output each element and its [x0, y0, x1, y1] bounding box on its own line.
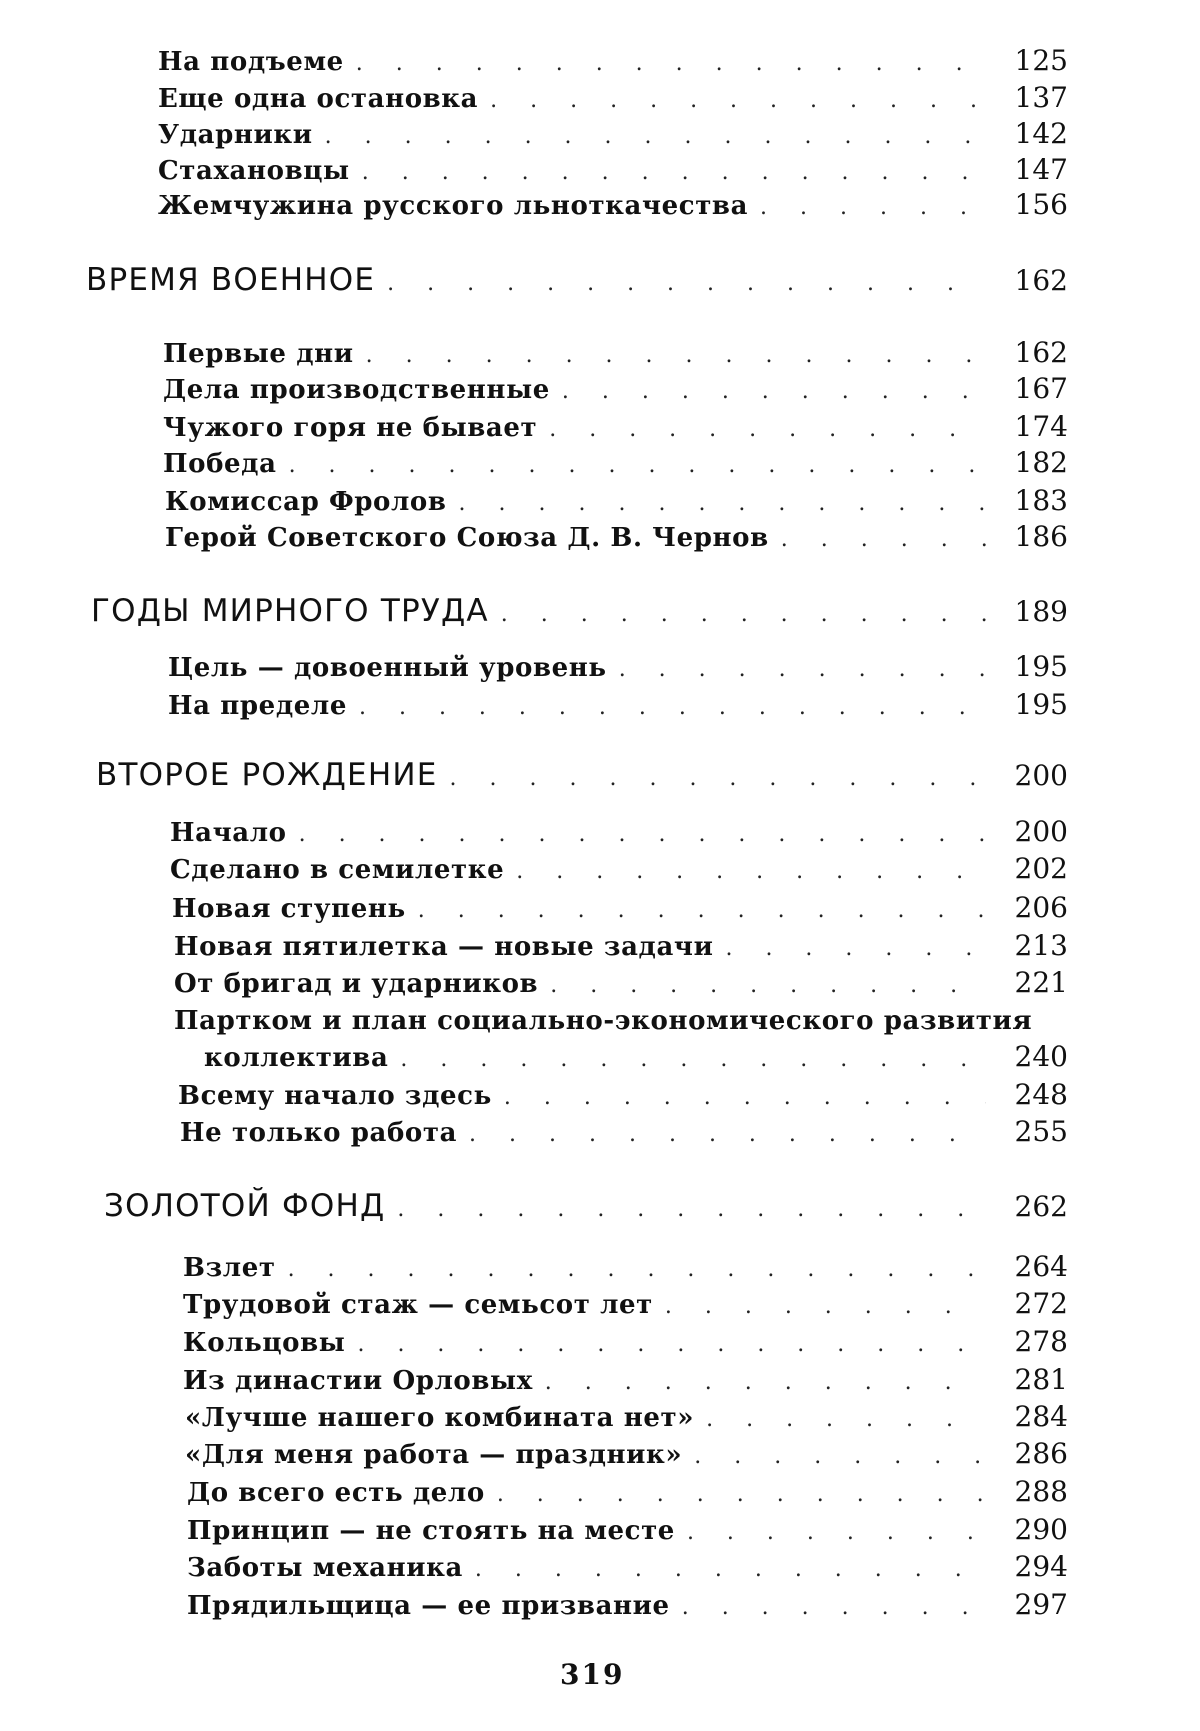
page-number: 319: [560, 1658, 625, 1691]
toc-entry: [174, 966, 1068, 1002]
leader-dots: [760, 195, 986, 220]
leader-dots: [459, 491, 986, 516]
toc-entry-title: Не только работа: [180, 1118, 458, 1148]
toc-entry-page: 162: [1014, 336, 1068, 369]
toc-entry: [183, 1363, 1068, 1399]
toc-entry: [158, 44, 1068, 80]
toc-entry-page: 281: [1014, 1363, 1068, 1396]
leader-dots: [289, 453, 986, 478]
toc-entry: [170, 815, 1068, 851]
toc-entry-page: 200: [1014, 815, 1068, 848]
toc-section-page: 189: [1014, 595, 1068, 628]
toc-entry-page: 137: [1014, 81, 1068, 114]
toc-entry-page: 174: [1014, 410, 1068, 443]
toc-entry-title: До всего есть дело: [187, 1478, 485, 1508]
leader-dots: [781, 527, 986, 552]
toc-entry: [163, 336, 1068, 372]
leader-dots: [516, 859, 986, 884]
leader-dots: [665, 1294, 986, 1319]
leader-dots: [288, 1257, 986, 1282]
toc-entry-page: 286: [1014, 1437, 1068, 1470]
toc-entry: [183, 1287, 1068, 1323]
toc-entry-title: Прядильщица — ее призвание: [187, 1591, 670, 1621]
toc-entry-title: Первые дни: [163, 339, 354, 369]
toc-entry: [187, 1513, 1068, 1549]
toc-entry-page: 156: [1014, 188, 1068, 221]
toc-entry-page: 221: [1014, 966, 1068, 999]
toc-entry-page: 195: [1014, 650, 1068, 683]
toc-entry-title: Стахановцы: [158, 156, 350, 186]
toc-entry-title: Всему начало здесь: [178, 1081, 492, 1111]
toc-entry-title: От бригад и ударников: [174, 969, 539, 999]
toc-entry-title: «Лучше нашего комбината нет»: [185, 1403, 695, 1433]
leader-dots: [356, 51, 986, 76]
toc-entry-page: 255: [1014, 1115, 1068, 1148]
toc-entry: [187, 1475, 1068, 1511]
toc-entry-title: Ударники: [158, 120, 313, 150]
leader-dots: [501, 602, 986, 627]
leader-dots: [619, 657, 986, 682]
toc-entry-title: Победа: [163, 449, 277, 479]
toc-entry-title: Начало: [170, 818, 287, 848]
leader-dots: [387, 271, 986, 296]
toc-entry-page: 167: [1014, 372, 1068, 405]
toc-entry-page: 147: [1014, 153, 1068, 186]
toc-section-heading: [91, 593, 1068, 629]
toc-entry: [187, 1588, 1068, 1624]
toc-section-title: ВРЕМЯ ВОЕННОЕ: [86, 262, 376, 298]
toc-section-title: ЗОЛОТОЙ ФОНД: [104, 1188, 386, 1224]
leader-dots: [694, 1444, 986, 1469]
toc-entry: [158, 188, 1068, 224]
toc-entry: [180, 1115, 1068, 1151]
toc-entry-title: На пределе: [168, 691, 347, 721]
toc-entry: [172, 891, 1068, 927]
toc-section-heading: [86, 262, 1068, 298]
leader-dots: [397, 1197, 986, 1222]
toc-entry-page: 278: [1014, 1325, 1068, 1358]
leader-dots: [400, 1047, 986, 1072]
leader-dots: [299, 822, 986, 847]
toc-section-page: 200: [1014, 759, 1068, 792]
toc-entry: [174, 929, 1068, 965]
leader-dots: [550, 973, 986, 998]
toc-section-title: ГОДЫ МИРНОГО ТРУДА: [91, 593, 489, 629]
toc-section-title: ВТОРОЕ РОЖДЕНИЕ: [96, 757, 438, 793]
toc-section-page: 162: [1014, 264, 1068, 297]
toc-entry-title: Дела производственные: [163, 375, 550, 405]
toc-entry-title: Кольцовы: [183, 1328, 346, 1358]
toc-entry-title: Трудовой стаж — семьсот лет: [183, 1290, 653, 1320]
toc-entry: [165, 520, 1068, 556]
toc-entry: [170, 852, 1068, 888]
toc-entry-page: 202: [1014, 852, 1068, 885]
leader-dots: [706, 1407, 986, 1432]
toc-entry-title: Новая ступень: [172, 894, 406, 924]
leader-dots: [504, 1085, 986, 1110]
toc-entry-title: Жемчужина русского льноткачества: [158, 191, 749, 221]
toc-entry-title: Еще одна остановка: [158, 84, 479, 114]
toc-entry-page: 142: [1014, 117, 1068, 150]
leader-dots: [562, 379, 986, 404]
toc-entry-title: Принцип — не стоять на месте: [187, 1516, 675, 1546]
toc-entry-title: коллектива: [204, 1043, 389, 1073]
toc-entry-title: Партком и план социально-экономического развития: [174, 1006, 1033, 1036]
toc-entry: [168, 650, 1068, 686]
toc-entry: [158, 117, 1068, 153]
toc-entry-title: Новая пятилетка — новые задачи: [174, 932, 714, 962]
toc-entry-title: Герой Советского Союза Д. В. Чернов: [165, 523, 769, 553]
toc-entry-page: 272: [1014, 1287, 1068, 1320]
toc-entry: [183, 1250, 1068, 1286]
toc-entry-title: Цель — довоенный уровень: [168, 653, 607, 683]
toc-entry: [158, 153, 1068, 189]
toc-entry-page: 213: [1014, 929, 1068, 962]
leader-dots: [687, 1520, 986, 1545]
leader-dots: [366, 343, 986, 368]
toc-entry-page: 206: [1014, 891, 1068, 924]
toc-section-heading: [104, 1188, 1068, 1224]
leader-dots: [475, 1557, 986, 1582]
toc-entry-title: Чужого горя не бывает: [163, 413, 538, 443]
toc-entry-page: 125: [1014, 44, 1068, 77]
toc-entry: [204, 1040, 1068, 1076]
toc-entry-title: Заботы механика: [187, 1553, 463, 1583]
toc-entry-page: 297: [1014, 1588, 1068, 1621]
toc-entry-title: Из династии Орловых: [183, 1366, 533, 1396]
toc-section-page: 262: [1014, 1190, 1068, 1223]
toc-entry-page: 183: [1014, 484, 1068, 517]
toc-entry-title: Сделано в семилетке: [170, 855, 505, 885]
toc-entry-title: Взлет: [183, 1253, 276, 1283]
leader-dots: [725, 936, 986, 961]
leader-dots: [682, 1595, 986, 1620]
leader-dots: [497, 1482, 986, 1507]
toc-entry-page: 195: [1014, 688, 1068, 721]
leader-dots: [359, 695, 986, 720]
leader-dots: [450, 766, 986, 791]
toc-entry-page: 182: [1014, 446, 1068, 479]
leader-dots: [549, 417, 986, 442]
toc-entry: [185, 1437, 1068, 1473]
leader-dots: [325, 124, 986, 149]
leader-dots: [545, 1370, 986, 1395]
toc-entry: [178, 1078, 1068, 1114]
toc-entry: [183, 1325, 1068, 1361]
toc-entry-page: 288: [1014, 1475, 1068, 1508]
toc-entry-page: 290: [1014, 1513, 1068, 1546]
toc-entry-page: 294: [1014, 1550, 1068, 1583]
toc-entry-page: 264: [1014, 1250, 1068, 1283]
toc-entry-title: Комиссар Фролов: [165, 487, 447, 517]
toc-entry: [187, 1550, 1068, 1586]
toc-entry: [165, 484, 1068, 520]
toc-section-heading: [96, 757, 1068, 793]
toc-entry: [158, 81, 1068, 117]
toc-entry-page: 284: [1014, 1400, 1068, 1433]
toc-entry: [163, 410, 1068, 446]
toc-entry: [163, 446, 1068, 482]
toc-entry-title: «Для меня работа — праздник»: [185, 1440, 683, 1470]
toc-entry-title: На подъеме: [158, 47, 344, 77]
toc-entry-page: 240: [1014, 1040, 1068, 1073]
toc-entry: [168, 688, 1068, 724]
toc-entry-page: 186: [1014, 520, 1068, 553]
leader-dots: [469, 1122, 986, 1147]
toc-entry-page: 248: [1014, 1078, 1068, 1111]
leader-dots: [418, 898, 986, 923]
leader-dots: [490, 88, 986, 113]
leader-dots: [357, 1332, 986, 1357]
toc-entry: [163, 372, 1068, 408]
toc-entry: [185, 1400, 1068, 1436]
leader-dots: [362, 160, 986, 185]
